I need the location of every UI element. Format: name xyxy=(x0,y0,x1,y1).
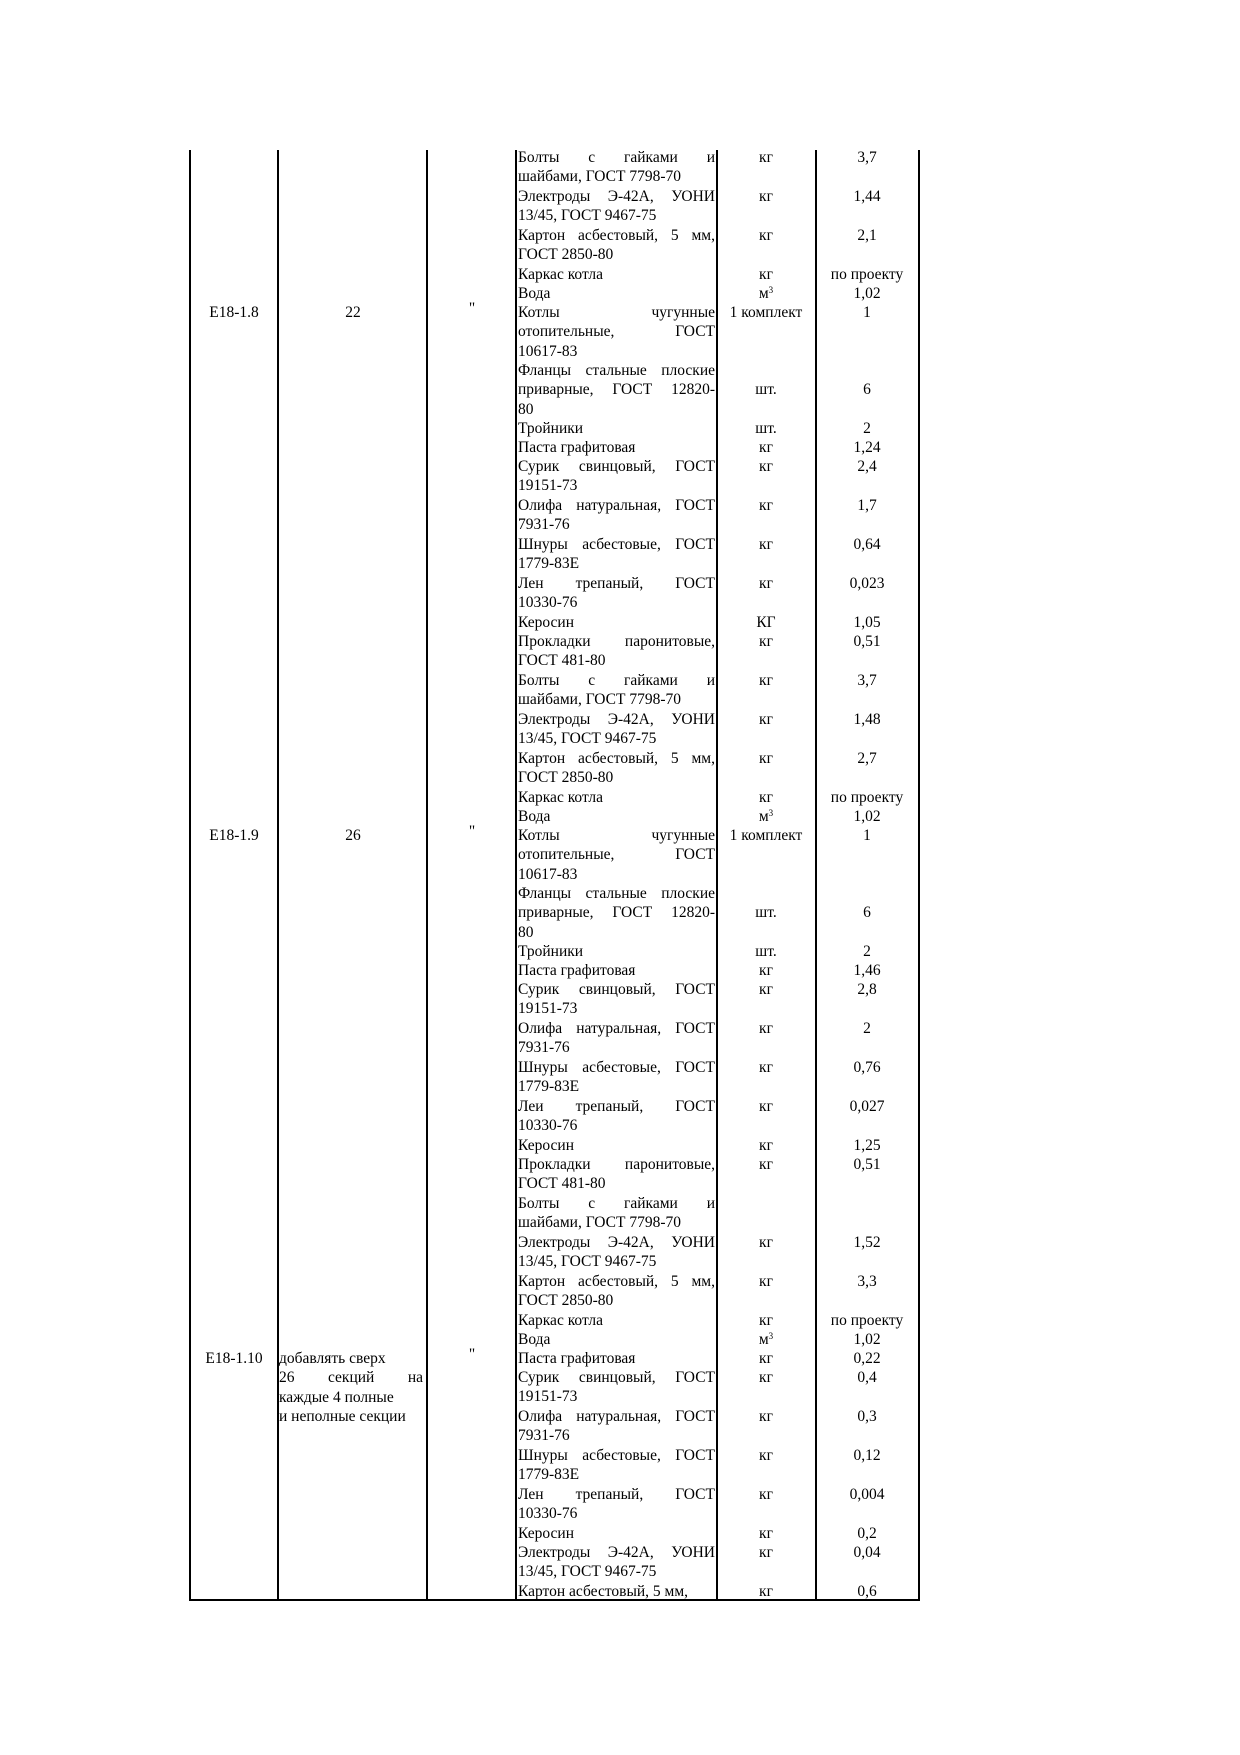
material-description xyxy=(518,826,715,884)
quantity-cell: 2 xyxy=(863,943,871,960)
unit-cell: кг xyxy=(759,1583,773,1600)
material-description xyxy=(518,535,715,574)
material-description-line: Каркас котла xyxy=(518,1312,603,1329)
material-description-line: Вода xyxy=(518,808,551,825)
material-description-line: Лен трепаный, ГОСТ xyxy=(518,1486,715,1503)
quantity-cell: 0,04 xyxy=(853,1544,881,1561)
material-description-line: 19151-73 xyxy=(518,1000,578,1018)
material-description-line: Сурик свинцовый, ГОСТ xyxy=(518,981,715,998)
table-column-divider xyxy=(515,150,517,1600)
material-description-line: Шнуры асбестовые, ГОСТ xyxy=(518,1447,715,1464)
material-description xyxy=(518,1582,715,1601)
material-description xyxy=(518,980,715,1019)
material-description-line: шайбами, ГОСТ 7798-70 xyxy=(518,691,682,709)
unit-cell: кг xyxy=(759,1020,773,1037)
quantity-cell: 1 xyxy=(863,304,871,321)
quantity-cell: 2 xyxy=(863,1020,871,1037)
material-description-line: Керосин xyxy=(518,614,574,631)
material-description xyxy=(518,884,715,942)
quantity-cell: 1 xyxy=(863,827,871,844)
quantity-cell: 2,1 xyxy=(857,227,877,244)
table-border-right xyxy=(918,150,920,1600)
unit-cell: кг xyxy=(759,1312,773,1329)
material-description-line: Тройники xyxy=(518,943,584,960)
quantity-cell: 0,4 xyxy=(857,1369,877,1386)
material-description-line: 7931-76 xyxy=(518,1039,570,1057)
material-description-line: Вода xyxy=(518,1331,551,1348)
material-description-line: 13/45, ГОСТ 9467-75 xyxy=(518,730,657,748)
material-description-line: Котлы чугунные xyxy=(518,304,715,321)
material-description xyxy=(518,1407,715,1446)
unit-cell: кг xyxy=(759,227,773,244)
material-description xyxy=(518,574,715,613)
material-description-line: Электроды Э-42А, УОНИ xyxy=(518,1234,715,1251)
material-description xyxy=(518,1330,715,1349)
quantity-cell: 0,76 xyxy=(853,1059,881,1076)
norm-code: Е18-1.9 xyxy=(209,827,259,844)
unit-cell: кг xyxy=(759,1137,773,1154)
material-description-line: 10617-83 xyxy=(518,342,578,360)
material-description xyxy=(518,438,715,457)
table-column-divider xyxy=(716,150,718,1600)
material-description xyxy=(518,1058,715,1097)
material-description-line: 19151-73 xyxy=(518,477,578,495)
material-description-line: Электроды Э-42А, УОНИ xyxy=(518,188,715,205)
unit-cell: кг xyxy=(759,149,773,166)
material-description xyxy=(518,148,715,187)
quantity-cell: 1,46 xyxy=(853,962,881,979)
material-description-line: 10330-76 xyxy=(518,594,578,612)
material-description xyxy=(518,187,715,226)
material-description-line: ГОСТ 2850-80 xyxy=(518,1292,614,1310)
unit-cell: кг xyxy=(759,1156,773,1173)
quantity-cell: 3,3 xyxy=(857,1273,877,1290)
material-description xyxy=(518,1155,715,1194)
unit-cell: кг xyxy=(759,1486,773,1503)
material-description-line: 10330-76 xyxy=(518,1117,578,1135)
quantity-cell: 1,25 xyxy=(853,1137,881,1154)
material-description-line: приварные, ГОСТ 12820- xyxy=(518,381,715,399)
material-description xyxy=(518,1349,715,1368)
material-description-line: Электроды Э-42А, УОНИ xyxy=(518,711,715,728)
material-description-line: отопительные, ГОСТ xyxy=(518,323,715,341)
material-description-line: Шнуры асбестовые, ГОСТ xyxy=(518,536,715,553)
material-description-line: Котлы чугунные xyxy=(518,827,715,844)
unit-cell: шт. xyxy=(755,943,777,960)
material-description xyxy=(518,961,715,980)
quantity-cell: 1,02 xyxy=(853,285,881,302)
table-border-left xyxy=(189,150,191,1600)
unit-cell: кг xyxy=(759,1447,773,1464)
material-description xyxy=(518,1136,715,1155)
material-description-line: шайбами, ГОСТ 7798-70 xyxy=(518,1214,682,1232)
material-description xyxy=(518,1097,715,1136)
unit-cell: кг xyxy=(759,789,773,806)
material-description xyxy=(518,671,715,710)
material-description-line: Прокладки паронитовые, xyxy=(518,633,715,650)
quantity-cell: 1,44 xyxy=(853,188,881,205)
unit-cell: $м^3$ xyxy=(758,285,774,302)
material-description-line: Леи трепаный, ГОСТ xyxy=(518,1098,715,1115)
material-description-line: Керосин xyxy=(518,1137,574,1154)
section-parameters xyxy=(279,1349,423,1426)
unit-cell: кг xyxy=(759,1350,773,1367)
material-description-line: Паста графитовая xyxy=(518,962,636,979)
section-parameters-line: 26 секций на xyxy=(279,1369,423,1387)
material-description-line: Фланцы стальные плоские xyxy=(518,362,715,379)
material-description-line: Сурик свинцовый, ГОСТ xyxy=(518,458,715,475)
quantity-cell: 0,51 xyxy=(853,633,881,650)
ditto-mark: " xyxy=(468,1346,476,1363)
quantity-cell: 0,6 xyxy=(857,1583,877,1600)
unit-cell: кг xyxy=(759,1273,773,1290)
quantity-cell: 0,51 xyxy=(853,1156,881,1173)
material-description-line: отопительные, ГОСТ xyxy=(518,846,715,864)
unit-cell: шт. xyxy=(755,381,777,399)
unit-cell: кг xyxy=(759,711,773,728)
material-description xyxy=(518,613,715,632)
quantity-cell: 3,7 xyxy=(857,149,877,166)
material-description-line: Прокладки паронитовые, xyxy=(518,1156,715,1173)
material-description xyxy=(518,419,715,438)
quantity-cell: 0,3 xyxy=(857,1408,877,1425)
unit-cell: кг xyxy=(759,536,773,553)
quantity-cell: по проекту xyxy=(830,789,904,806)
quantity-cell: 0,004 xyxy=(849,1486,885,1503)
unit-cell: 1 комплект xyxy=(729,304,803,321)
material-description-line: Болты с гайками и xyxy=(518,1195,715,1212)
material-description xyxy=(518,265,715,284)
quantity-cell: 6 xyxy=(863,381,871,399)
quantity-cell: 6 xyxy=(863,904,871,922)
section-parameters-line: и неполные секции xyxy=(279,1407,406,1425)
material-description xyxy=(518,1272,715,1311)
unit-cell: шт. xyxy=(755,904,777,922)
unit-cell: кг xyxy=(759,1369,773,1386)
table-column-divider xyxy=(426,150,428,1600)
material-description-line: Сурик свинцовый, ГОСТ xyxy=(518,1369,715,1386)
material-description-line: Шнуры асбестовые, ГОСТ xyxy=(518,1059,715,1076)
material-description-line: Картон асбестовый, 5 мм, xyxy=(518,227,715,244)
unit-cell: КГ xyxy=(756,614,776,631)
quantity-cell: 3,7 xyxy=(857,672,877,689)
unit-cell: кг xyxy=(759,1059,773,1076)
material-description-line: Олифа натуральная, ГОСТ xyxy=(518,497,715,514)
unit-cell: кг xyxy=(759,439,773,456)
unit-cell: кг xyxy=(759,1525,773,1542)
material-description xyxy=(518,496,715,535)
material-description xyxy=(518,1019,715,1058)
material-description xyxy=(518,457,715,496)
material-description xyxy=(518,1543,715,1582)
ditto-mark: " xyxy=(468,300,476,317)
quantity-cell: 1,05 xyxy=(853,614,881,631)
unit-cell: $м^3$ xyxy=(758,1331,774,1348)
material-description-line: 13/45, ГОСТ 9467-75 xyxy=(518,207,657,225)
unit-cell: кг xyxy=(759,458,773,475)
unit-cell: шт. xyxy=(755,420,777,437)
table-column-divider xyxy=(815,150,817,1600)
material-description-line: 1779-83Е xyxy=(518,1466,580,1484)
material-description-line: 80 xyxy=(518,400,534,418)
material-description-line: шайбами, ГОСТ 7798-70 xyxy=(518,168,682,186)
material-description xyxy=(518,226,715,265)
unit-cell: кг xyxy=(759,1408,773,1425)
quantity-cell: 1,24 xyxy=(853,439,881,456)
quantity-cell: 0,023 xyxy=(849,575,885,592)
material-description xyxy=(518,1485,715,1524)
material-description-line: 7931-76 xyxy=(518,516,570,534)
quantity-cell: 2,7 xyxy=(857,750,877,767)
material-description-line: Болты с гайками и xyxy=(518,149,715,166)
section-count: 22 xyxy=(345,304,361,321)
material-description xyxy=(518,361,715,419)
unit-cell: кг xyxy=(759,750,773,767)
material-description-line: Болты с гайками и xyxy=(518,672,715,689)
material-description-line: 13/45, ГОСТ 9467-75 xyxy=(518,1253,657,1271)
material-description-line: Вода xyxy=(518,285,551,302)
unit-cell: кг xyxy=(759,497,773,514)
quantity-cell: 1,52 xyxy=(853,1234,881,1251)
quantity-cell: 2 xyxy=(863,420,871,437)
material-description xyxy=(518,1368,715,1407)
material-description-line: приварные, ГОСТ 12820- xyxy=(518,904,715,922)
norm-code: Е18-1.8 xyxy=(209,304,259,321)
unit-cell: 1 комплект xyxy=(729,827,803,844)
unit-cell: кг xyxy=(759,962,773,979)
material-description xyxy=(518,710,715,749)
quantity-cell: 0,2 xyxy=(857,1525,877,1542)
material-description xyxy=(518,303,715,361)
unit-cell: кг xyxy=(759,981,773,998)
material-description xyxy=(518,632,715,671)
material-description-line: 1779-83Е xyxy=(518,555,580,573)
material-description xyxy=(518,1311,715,1330)
quantity-cell: 0,027 xyxy=(849,1098,885,1115)
unit-cell: кг xyxy=(759,1544,773,1561)
material-description-line: Электроды Э-42А, УОНИ xyxy=(518,1544,715,1561)
quantity-cell: 2,8 xyxy=(857,981,877,998)
quantity-cell: по проекту xyxy=(830,1312,904,1329)
material-description-line: 13/45, ГОСТ 9467-75 xyxy=(518,1563,657,1581)
material-description xyxy=(518,788,715,807)
unit-cell: кг xyxy=(759,575,773,592)
material-description xyxy=(518,749,715,788)
material-description-line: Тройники xyxy=(518,420,584,437)
quantity-cell: 1,7 xyxy=(857,497,877,514)
material-description-line: Паста графитовая xyxy=(518,1350,636,1367)
material-description xyxy=(518,1524,715,1543)
material-description xyxy=(518,284,715,303)
material-description-line: ГОСТ 481-80 xyxy=(518,1175,606,1193)
unit-cell: кг xyxy=(759,672,773,689)
material-description-line: Каркас котла xyxy=(518,266,603,283)
unit-cell: кг xyxy=(759,188,773,205)
material-description-line: Олифа натуральная, ГОСТ xyxy=(518,1020,715,1037)
quantity-cell: 0,22 xyxy=(853,1350,881,1367)
section-parameters-line: добавлять сверх xyxy=(279,1350,386,1367)
unit-cell: кг xyxy=(759,1234,773,1251)
quantity-cell: 1,02 xyxy=(853,808,881,825)
material-description-line: Лен трепаный, ГОСТ xyxy=(518,575,715,592)
material-description-line: 80 xyxy=(518,923,534,941)
unit-cell: кг xyxy=(759,633,773,650)
material-description xyxy=(518,1194,715,1233)
material-description-line: Картон асбестовый, 5 мм, xyxy=(518,1273,715,1290)
material-description-line: Олифа натуральная, ГОСТ xyxy=(518,1408,715,1425)
material-description-line: 7931-76 xyxy=(518,1427,570,1445)
material-description xyxy=(518,1233,715,1272)
unit-cell: кг xyxy=(759,1098,773,1115)
material-description-line: Картон асбестовый, 5 мм, xyxy=(518,750,715,767)
quantity-cell: по проекту xyxy=(830,266,904,283)
quantity-cell: 1,02 xyxy=(853,1331,881,1348)
unit-cell: кг xyxy=(759,266,773,283)
norm-code: Е18-1.10 xyxy=(205,1350,263,1367)
material-description-line: Паста графитовая xyxy=(518,439,636,456)
ditto-mark: " xyxy=(468,823,476,840)
quantity-cell: 0,64 xyxy=(853,536,881,553)
material-description-line: Фланцы стальные плоские xyxy=(518,885,715,902)
section-count: 26 xyxy=(345,827,361,844)
material-description-line: ГОСТ 481-80 xyxy=(518,652,606,670)
material-description-line: 1779-83Е xyxy=(518,1078,580,1096)
material-description-line: Картон асбестовый, 5 мм, xyxy=(518,1583,689,1600)
unit-cell: $м^3$ xyxy=(758,808,774,825)
material-description-line: 19151-73 xyxy=(518,1388,578,1406)
material-description-line: 10617-83 xyxy=(518,865,578,883)
material-description-line: ГОСТ 2850-80 xyxy=(518,769,614,787)
material-description-line: Каркас котла xyxy=(518,789,603,806)
quantity-cell: 0,12 xyxy=(853,1447,881,1464)
material-description-line: ГОСТ 2850-80 xyxy=(518,246,614,264)
section-parameters-line: каждые 4 полные xyxy=(279,1388,394,1406)
material-description xyxy=(518,1446,715,1485)
material-description xyxy=(518,807,715,826)
quantity-cell: 2,4 xyxy=(857,458,877,475)
material-description xyxy=(518,942,715,961)
quantity-cell: 1,48 xyxy=(853,711,881,728)
material-description-line: 10330-76 xyxy=(518,1505,578,1523)
material-description-line: Керосин xyxy=(518,1525,574,1542)
